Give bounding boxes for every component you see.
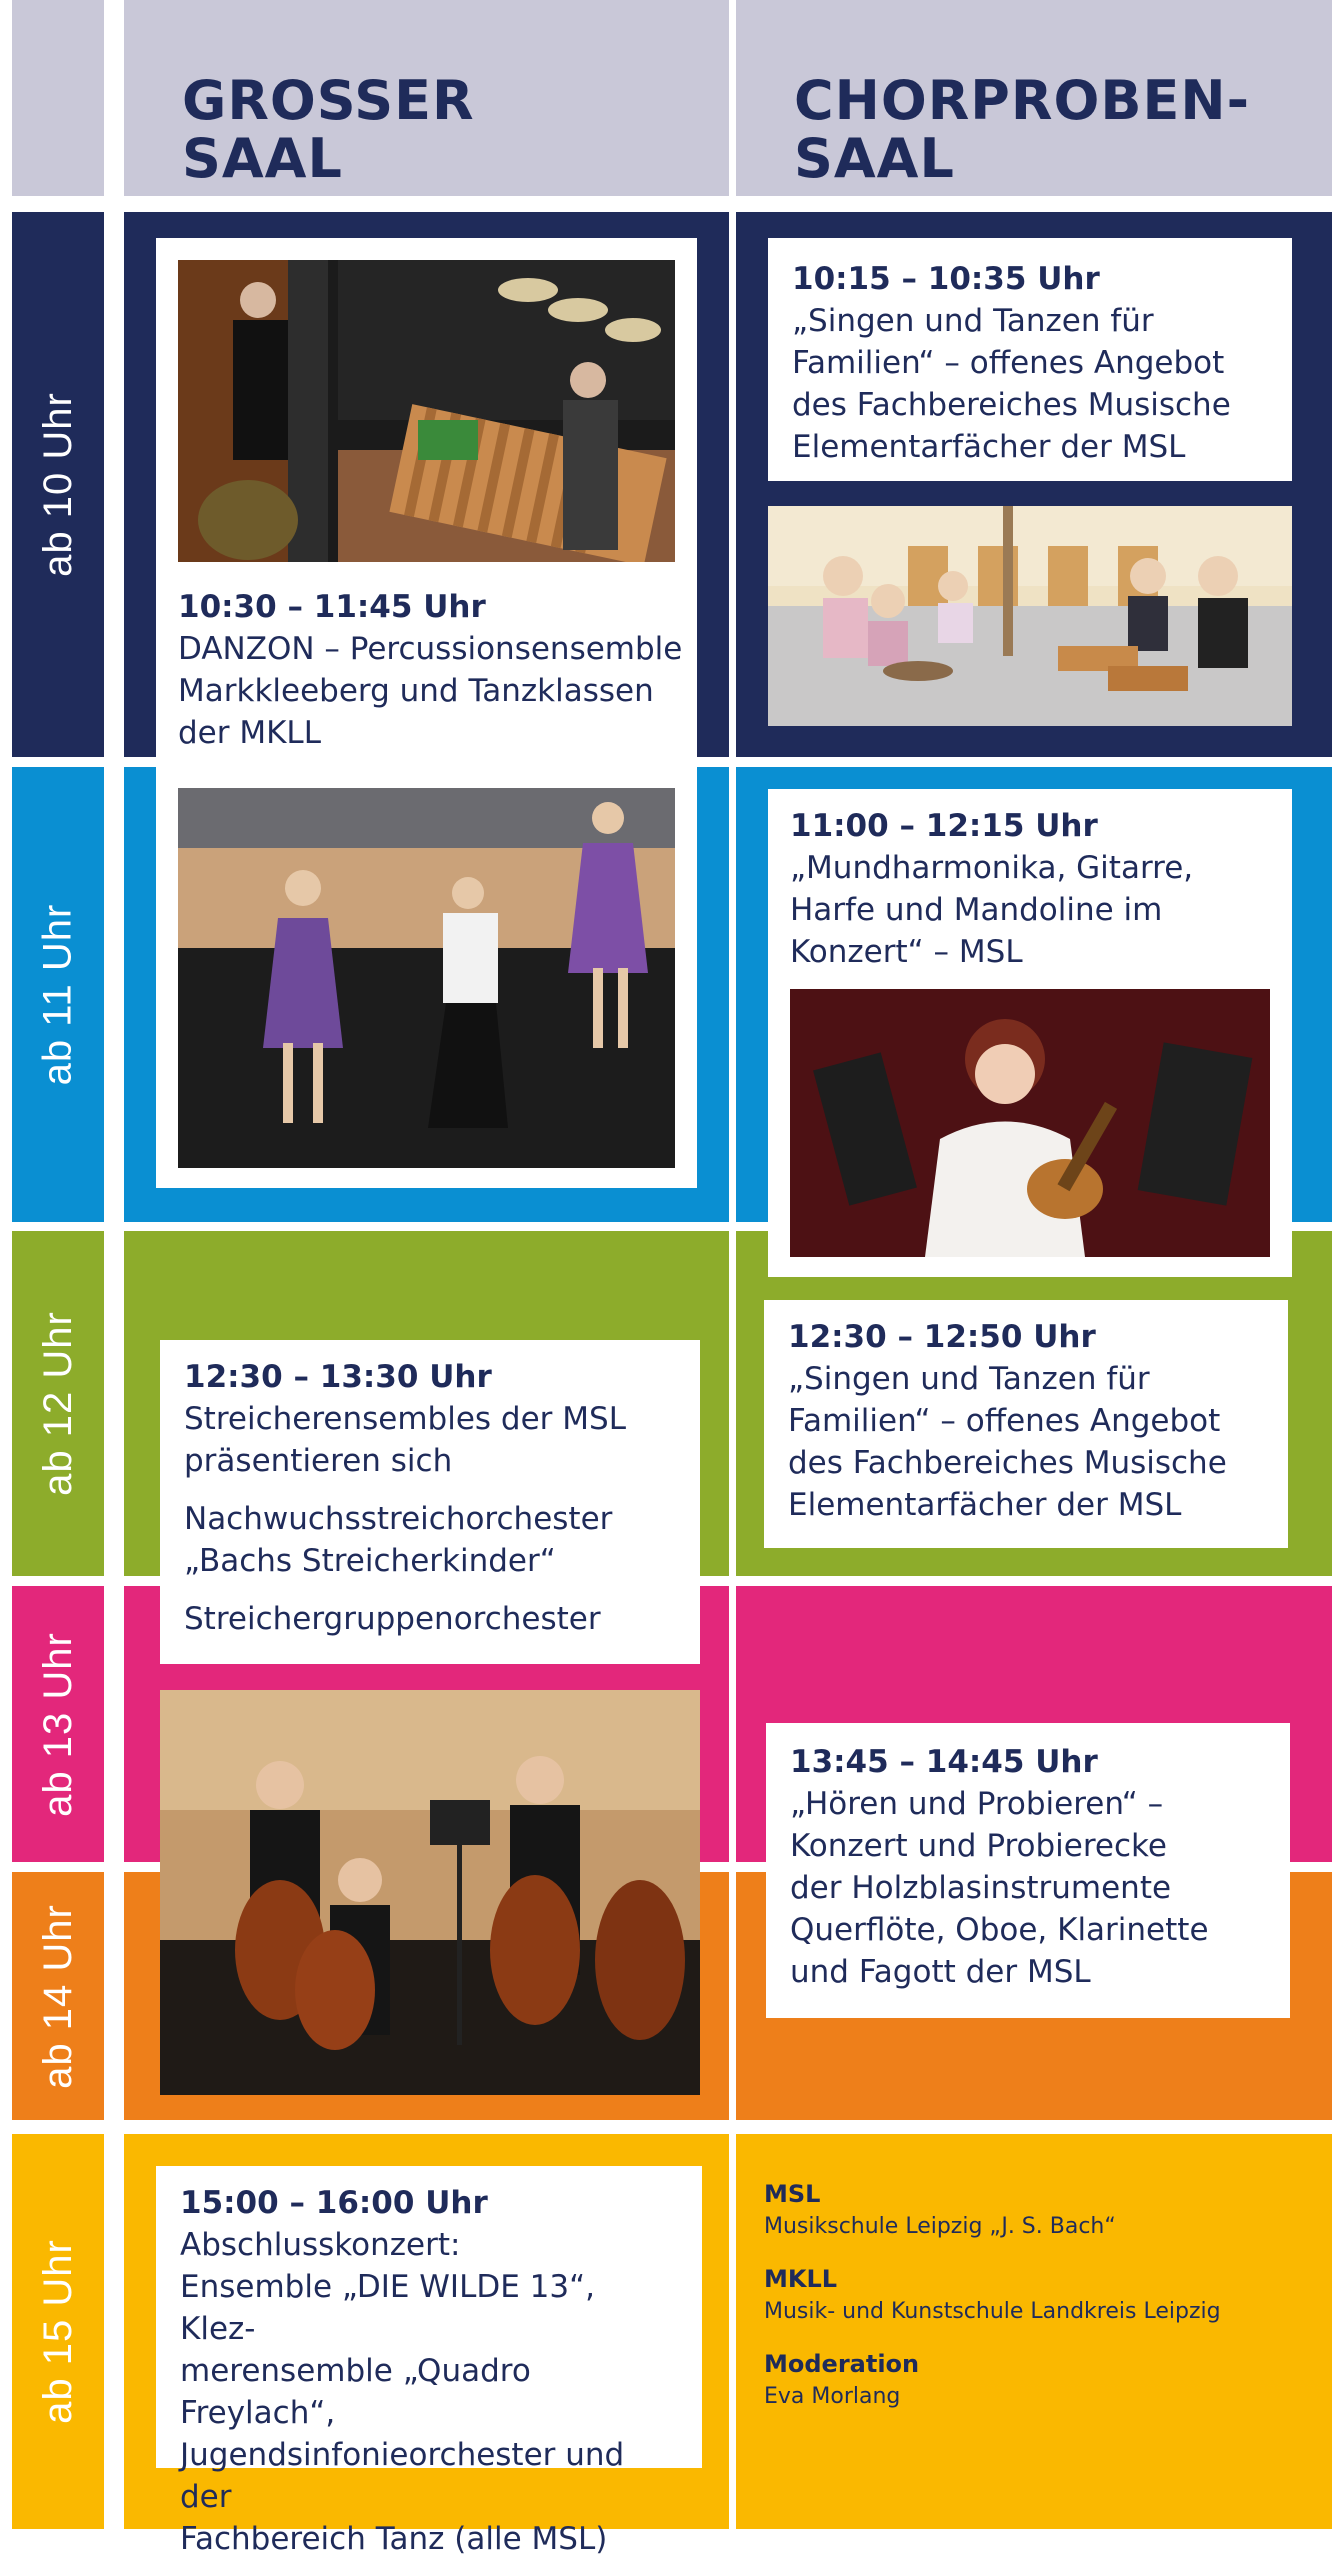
event-time-hoeren: 13:45 – 14:45 Uhr — [790, 1744, 1098, 1780]
legend-key-msl: MSL — [764, 2180, 821, 2208]
dance-image — [178, 788, 675, 1168]
cello-image — [160, 1690, 700, 2095]
event-line: „Singen und Tanzen für — [788, 1361, 1150, 1397]
header-chorprobensaal — [736, 0, 1332, 196]
event-line: und Fagott der MSL — [790, 1954, 1091, 1990]
percussion-photo — [178, 260, 675, 562]
event-line: „Singen und Tanzen für — [792, 303, 1154, 339]
time-label-10: ab 10 Uhr — [12, 212, 104, 757]
event-line: der Holzblasinstrumente — [790, 1870, 1172, 1906]
event-line: des Fachbereiches Musische — [788, 1445, 1227, 1481]
event-line: Konzert und Probierecke — [790, 1828, 1167, 1864]
legend-key-moderation: Moderation — [764, 2350, 920, 2378]
event-card-singen-2 — [764, 1300, 1288, 1548]
event-card-singen-1 — [768, 238, 1292, 481]
event-line: Streichergruppenorchester — [184, 1601, 601, 1637]
event-line: Ensemble „DIE WILDE 13“, Klez- — [180, 2269, 596, 2347]
legend-value-moderation: Eva Morlang — [764, 2384, 901, 2409]
cello-photo — [160, 1690, 700, 2095]
time-label-11: ab 11 Uhr — [12, 767, 104, 1222]
time-label-13: ab 13 Uhr — [12, 1586, 104, 1862]
mandolin-photo — [790, 989, 1270, 1257]
event-line: „Hören und Probieren“ – — [790, 1786, 1164, 1822]
legend-value-msl: Musikschule Leipzig „J. S. Bach“ — [764, 2214, 1116, 2239]
event-time-streicher: 12:30 – 13:30 Uhr — [184, 1359, 492, 1395]
event-line: Konzert“ – MSL — [790, 934, 1023, 970]
event-card-abschluss — [156, 2166, 702, 2557]
event-card-streicher — [160, 1340, 700, 1664]
legend — [764, 2180, 1304, 2409]
event-time-danzon: 10:30 – 11:45 Uhr — [178, 589, 486, 625]
event-time-singen-1: 10:15 – 10:35 Uhr — [792, 261, 1100, 297]
event-line: präsentieren sich — [184, 1443, 453, 1479]
event-time-singen-2: 12:30 – 12:50 Uhr — [788, 1319, 1096, 1355]
time-label-14: ab 14 Uhr — [12, 1872, 104, 2120]
time-label-12: ab 12 Uhr — [12, 1231, 104, 1576]
header-corner — [12, 0, 104, 196]
percussion-image — [178, 260, 675, 562]
event-card-hoeren — [766, 1723, 1290, 2018]
event-line: Familien“ – offenes Angebot — [792, 345, 1225, 381]
column-title-grosser-saal: GROSSER SAAL — [182, 69, 475, 190]
event-card-danzon — [156, 238, 697, 1188]
mandolin-image — [790, 989, 1270, 1257]
event-line: merensemble „Quadro Freylach“, — [180, 2353, 531, 2431]
event-line: des Fachbereiches Musische — [792, 387, 1231, 423]
event-line: Familien“ – offenes Angebot — [788, 1403, 1221, 1439]
event-line: DANZON – Percussionsensemble — [178, 631, 683, 667]
event-line: Fachbereich Tanz (alle MSL) — [180, 2521, 608, 2557]
event-line: der MKLL — [178, 715, 321, 751]
column-title-chorprobensaal: CHORPROBEN- SAAL — [794, 69, 1251, 190]
kids-image — [768, 506, 1292, 726]
event-line: Jugendsinfonieorchester und der — [180, 2437, 625, 2515]
event-time-mundharmonika: 11:00 – 12:15 Uhr — [790, 808, 1098, 844]
event-line: Nachwuchsstreichorchester — [184, 1501, 613, 1537]
header-grosser-saal — [124, 0, 729, 196]
event-line: „Bachs Streicherkinder“ — [184, 1543, 556, 1579]
dance-photo — [178, 788, 675, 1168]
event-line: Markkleeberg und Tanzklassen — [178, 673, 654, 709]
event-time-abschluss: 15:00 – 16:00 Uhr — [180, 2185, 488, 2221]
event-line: „Mundharmonika, Gitarre, — [790, 850, 1194, 886]
legend-value-mkll: Musik- und Kunstschule Landkreis Leipzig — [764, 2299, 1221, 2324]
event-line: Streicherensembles der MSL — [184, 1401, 626, 1437]
event-line: Harfe und Mandoline im — [790, 892, 1163, 928]
event-line: Abschlusskonzert: — [180, 2227, 461, 2263]
event-line: Elementarfächer der MSL — [788, 1487, 1182, 1523]
kids-photo — [768, 506, 1292, 726]
time-label-15: ab 15 Uhr — [12, 2134, 104, 2529]
event-line: Querflöte, Oboe, Klarinette — [790, 1912, 1209, 1948]
event-card-mundharmonika — [768, 789, 1292, 1277]
legend-key-mkll: MKLL — [764, 2265, 838, 2293]
event-line: Elementarfächer der MSL — [792, 429, 1186, 465]
